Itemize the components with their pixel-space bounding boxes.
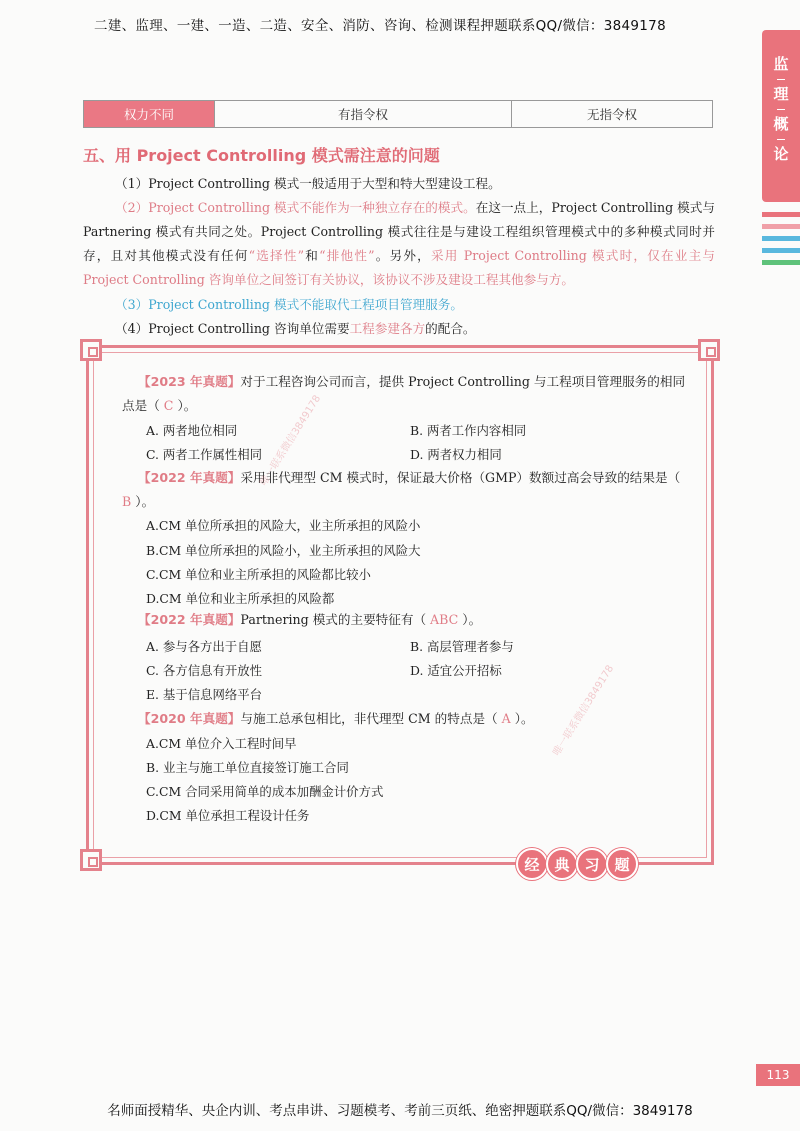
question-stem: ）。: [131, 494, 155, 509]
option-item: A.CM 单位所承担的风险大，业主所承担的风险小: [146, 518, 421, 533]
option-item: D. 两者权力相同: [410, 447, 502, 462]
question-3: [122, 608, 690, 632]
option-item: E. 基于信息网络平台: [146, 687, 263, 702]
point-text: （4）Project Controlling 咨询单位需要: [115, 321, 350, 336]
badge-char: 经: [516, 848, 548, 880]
option-item: B. 高层管理者参与: [410, 639, 514, 654]
point-red-text: （2）Project Controlling 模式不能作为一种独立存在的模式。: [115, 200, 476, 215]
point-red-text: 采用 Project Controlling 模式时，仅在业主与 Project Controlling 咨询单位之间签订有关协议，该协议不涉及建设工程其他参与方。: [83, 248, 715, 287]
option-item: B. 两者工作内容相同: [410, 423, 527, 438]
question-year-tag: 【2023 年真题】: [138, 374, 241, 389]
point-red-text: “选择性”: [248, 248, 305, 263]
option-item: A. 两者地位相同: [146, 423, 238, 438]
question-stem: Partnering 模式的主要特征有（: [240, 612, 431, 627]
point-red-text: “排他性”: [319, 248, 375, 263]
point-text: 在这一点上，Project Controlling 模式与 Partnering 模式有共同之处。Project Controlling 模式往往是与建设工程组织管理模式中的多种模式同时并存，且对其他模式没有任何: [83, 200, 715, 263]
side-tab-char: 论: [773, 145, 789, 163]
section-heading: 五、用 Project Controlling 模式需注意的问题: [83, 146, 440, 165]
point-text: 和: [304, 248, 320, 263]
comparison-table-row: [83, 100, 713, 128]
side-tab-char: 监: [773, 55, 789, 73]
option-item: D.CM 单位承担工程设计任务: [146, 808, 310, 823]
badge-char: 典: [546, 848, 578, 880]
side-stripe: [762, 260, 800, 265]
question-2: [122, 466, 690, 514]
question-stem: ）。: [458, 612, 482, 627]
point-1: [83, 172, 715, 196]
question-4: [122, 707, 690, 731]
page-number: 113: [756, 1064, 800, 1086]
watermark: 唯一联系微信3849178: [551, 663, 617, 758]
side-tab-char: 概: [773, 115, 789, 133]
question-1: [122, 370, 690, 418]
side-stripe: [762, 236, 800, 241]
footer-banner: 名师面授精华、央企内训、考点串讲、习题模考、考前三页纸、绝密押题联系QQ/微信：3849178: [107, 1103, 693, 1119]
question-answer: A: [501, 711, 511, 726]
option-item: B. 业主与施工单位直接签订施工合同: [146, 760, 349, 775]
frame-corner: [80, 849, 102, 871]
option-item: D. 适宜公开招标: [410, 663, 502, 678]
frame-corner: [80, 339, 102, 361]
side-stripe: [762, 212, 800, 217]
question-year-tag: 【2020 年真题】: [138, 711, 241, 726]
point-3: [83, 293, 715, 317]
option-item: A.CM 单位介入工程时间早: [146, 736, 297, 751]
question-answer: B: [122, 494, 132, 509]
question-stem: ）。: [510, 711, 534, 726]
question-year-tag: 【2022 年真题】: [138, 470, 241, 485]
table-cell: 有指令权: [214, 101, 511, 127]
table-cell-label: 权力不同: [84, 101, 214, 127]
option-item: C.CM 合同采用简单的成本加酬金计价方式: [146, 784, 384, 799]
question-stem: ）。: [173, 398, 197, 413]
question-answer: ABC: [430, 612, 459, 627]
point-text: 的配合。: [425, 321, 476, 336]
point-text: 。另外，: [374, 248, 431, 263]
frame-corner: [698, 339, 720, 361]
side-stripe: [762, 224, 800, 229]
header-banner: 二建、监理、一建、一造、二造、安全、消防、咨询、检测课程押题联系QQ/微信：3849178: [94, 18, 666, 34]
option-item: B.CM 单位所承担的风险小，业主所承担的风险大: [146, 543, 421, 558]
point-text: （1）Project Controlling 模式一般适用于大型和特大型建设工程。: [115, 176, 501, 191]
point-blue-text: （3）Project Controlling 模式不能取代工程项目管理服务。: [115, 297, 463, 312]
option-item: D.CM 单位和业主所承担的风险都: [146, 591, 335, 606]
side-tab-char: 理: [773, 85, 789, 103]
question-answer: C: [163, 398, 174, 413]
side-stripe: [762, 248, 800, 253]
option-item: C. 两者工作属性相同: [146, 447, 263, 462]
question-stem: 采用非代理型 CM 模式时，保证最大价格（GMP）数额过高会导致的结果是（: [240, 470, 681, 485]
side-tab-chapter: [762, 30, 800, 202]
badge-char: 题: [606, 848, 638, 880]
option-item: C. 各方信息有开放性: [146, 663, 263, 678]
point-2: [83, 196, 715, 292]
option-item: A. 参与各方出于自愿: [146, 639, 262, 654]
table-cell: 无指令权: [511, 101, 712, 127]
question-stem: 对于工程咨询公司而言，提供 Project Controlling 与工程项目管理服务的相同点是（: [122, 374, 686, 413]
point-red-text: 工程参建各方: [349, 321, 426, 336]
point-4: [83, 317, 715, 341]
watermark: 唯一联系微信3849178: [258, 393, 324, 488]
badge-char: 习: [576, 848, 608, 880]
option-item: C.CM 单位和业主所承担的风险都比较小: [146, 567, 371, 582]
question-stem: 与施工总承包相比，非代理型 CM 的特点是（: [240, 711, 502, 726]
question-year-tag: 【2022 年真题】: [138, 612, 241, 627]
